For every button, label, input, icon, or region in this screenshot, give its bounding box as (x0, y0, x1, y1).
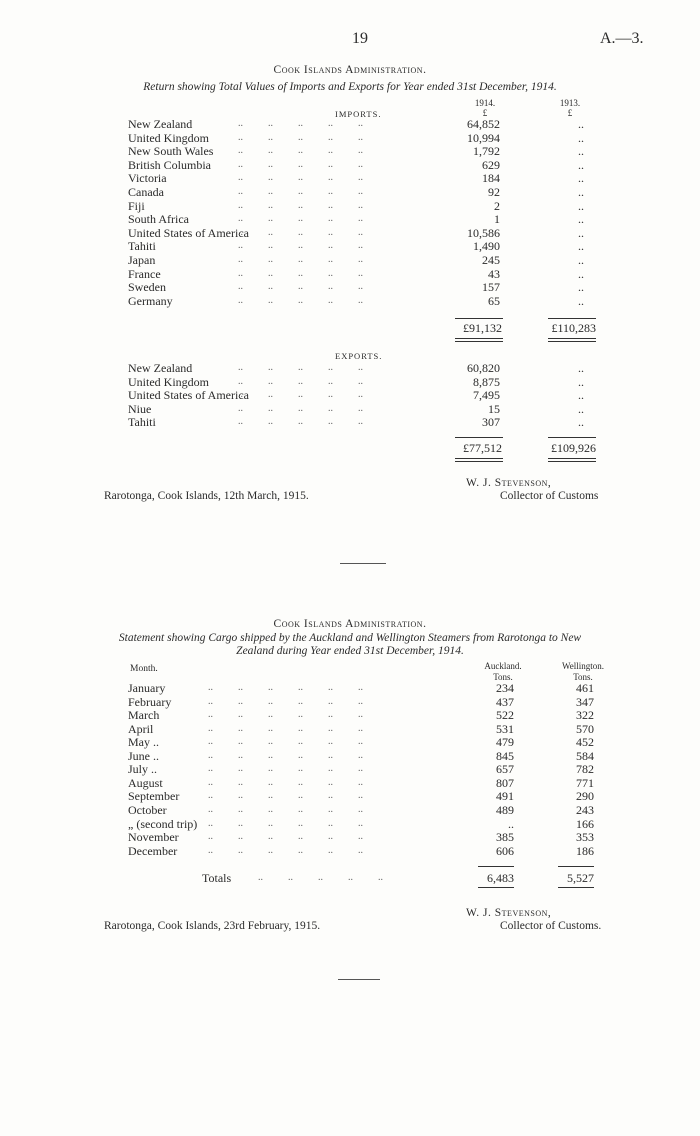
section-subtitle-imports-exports: Return showing Total Values of Imports and Exports for Year ended 31st December, 1914. (143, 81, 557, 93)
place-date-2: Rarotonga, Cook Islands, 23rd February, 1915. (104, 920, 321, 932)
row-label: „ (second trip) (128, 816, 198, 831)
row-label: United States of America (128, 388, 249, 403)
table-row (0, 388, 700, 402)
row-label: July .. (128, 762, 158, 777)
value-col-1: 385 (496, 830, 514, 845)
row-label: New South Wales (128, 144, 214, 159)
table-row (0, 253, 700, 267)
table-row (0, 708, 700, 722)
value-col-2: .. (578, 239, 584, 254)
row-label: Tahiti (128, 239, 156, 254)
leader-dots: .. .. .. .. .. .. (208, 695, 363, 707)
table-row (0, 817, 700, 831)
leader-dots: .. .. .. .. .. (238, 186, 363, 197)
value-col-2: .. (578, 253, 584, 267)
value-col-1: 10,994 (467, 130, 500, 145)
value-col-2: 186 (576, 843, 594, 858)
table-row (0, 226, 700, 240)
total-wellington: 5,527 (567, 871, 594, 885)
table-row (0, 844, 700, 858)
value-col-2: 322 (576, 708, 594, 723)
value-col-1: 307 (482, 415, 500, 430)
table-row (0, 830, 700, 844)
value-col-2: .. (578, 212, 584, 227)
row-label: Victoria (128, 171, 167, 186)
value-col-1: 92 (488, 185, 500, 199)
row-label: January (128, 681, 166, 695)
table-row (0, 402, 700, 416)
value-col-1: 245 (482, 253, 500, 267)
section-title-imports-exports: Cook Islands Administration. (273, 64, 427, 76)
leader-dots: .. .. .. .. .. .. (208, 831, 363, 843)
table-row (0, 294, 700, 308)
table-row (0, 375, 700, 389)
col-unit-1913: £ (567, 108, 573, 118)
value-col-2: .. (578, 225, 584, 240)
leader-dots: .. .. .. .. .. (238, 172, 363, 184)
section-title-cargo: Cook Islands Administration. (273, 618, 427, 630)
table-row (0, 695, 700, 709)
value-col-1: .. (508, 816, 514, 831)
row-label: November (128, 830, 179, 845)
value-col-1: 491 (496, 789, 514, 804)
cargo-rule-wellington (558, 866, 594, 867)
row-label: April (128, 721, 154, 736)
leader-dots: .. .. .. .. .. (238, 416, 363, 428)
leader-dots: .. .. .. .. .. (238, 254, 363, 265)
value-col-1: 807 (496, 775, 514, 790)
document-reference: A.—3. (600, 30, 644, 47)
value-col-1: 606 (496, 843, 514, 858)
value-col-2: .. (578, 374, 584, 389)
leader-dots: .. .. .. .. .. .. (208, 776, 363, 788)
leader-dots: .. .. .. .. .. (238, 131, 363, 143)
cargo-rule-auckland (478, 866, 514, 867)
row-label: Germany (128, 293, 173, 308)
leader-dots: .. .. .. .. .. .. (208, 736, 363, 748)
value-col-2: .. (578, 185, 584, 199)
value-col-2: 782 (576, 762, 594, 777)
table-row (0, 803, 700, 817)
value-col-1: 437 (496, 694, 514, 709)
value-col-1: 1,792 (473, 144, 500, 159)
leader-dots: .. .. .. .. .. .. (208, 722, 363, 734)
leader-dots: .. .. .. .. .. (238, 118, 363, 129)
row-label: June .. (128, 748, 159, 763)
value-col-1: 1,490 (473, 239, 500, 254)
exports-double-rule-1914 (455, 458, 503, 462)
row-label: March (128, 708, 160, 723)
col-wellington-unit: Tons. (573, 672, 593, 682)
leader-dots: .. .. .. .. .. (238, 240, 363, 252)
exports-total-1914: £77,512 (463, 441, 502, 455)
table-row (0, 239, 700, 253)
value-col-2: .. (578, 280, 584, 295)
cargo-bottom-rule-wellington (558, 887, 594, 888)
table-row (0, 361, 700, 375)
leader-dots: .. .. .. .. .. (238, 226, 363, 238)
value-col-1: 65 (488, 293, 500, 308)
row-label: Tahiti (128, 415, 156, 430)
value-col-1: 8,875 (473, 374, 500, 389)
value-col-2: .. (578, 415, 584, 430)
value-col-2: 570 (576, 721, 594, 736)
table-row (0, 171, 700, 185)
row-label: Fiji (128, 198, 145, 213)
signatory-2: W. J. Stevenson, (466, 907, 552, 919)
value-col-1: 60,820 (467, 361, 500, 375)
table-row (0, 735, 700, 749)
leader-dots: .. .. .. .. .. (238, 375, 363, 387)
col-wellington: Wellington. (561, 661, 605, 671)
table-row (0, 158, 700, 172)
value-col-2: 166 (576, 816, 594, 831)
value-col-1: 1 (494, 212, 500, 227)
exports-double-rule-1913 (548, 458, 596, 462)
imports-heading: IMPORTS. (335, 109, 382, 119)
table-row (0, 199, 700, 213)
row-label: December (128, 843, 178, 858)
value-col-1: 7,495 (473, 388, 500, 403)
value-col-1: 64,852 (467, 117, 500, 131)
imports-double-rule-1913 (548, 338, 596, 342)
value-col-2: .. (578, 388, 584, 403)
leader-dots: .. .. .. .. .. (238, 213, 363, 225)
totals-label: Totals (202, 871, 232, 885)
row-label: United Kingdom (128, 130, 209, 145)
exports-rule-1914 (455, 437, 503, 438)
value-col-1: 489 (496, 802, 514, 817)
col-auckland: Auckland. (484, 661, 522, 671)
signatory-title-1: Collector of Customs (500, 490, 599, 502)
col-unit-1914: £ (482, 108, 488, 118)
section-divider-2 (338, 979, 380, 980)
table-row (0, 789, 700, 803)
totals-leader: .. .. .. .. .. (258, 872, 383, 883)
value-col-2: .. (578, 293, 584, 308)
place-date-1: Rarotonga, Cook Islands, 12th March, 1915. (104, 490, 309, 502)
cargo-totals-row (0, 871, 700, 885)
section-divider-1 (340, 563, 386, 564)
value-col-1: 2 (494, 198, 500, 213)
row-label: September (128, 789, 180, 804)
table-row (0, 681, 700, 695)
leader-dots: .. .. .. .. .. (238, 294, 363, 306)
value-col-1: 629 (482, 157, 500, 172)
value-col-2: 771 (576, 775, 594, 790)
imports-total-1913: £110,283 (551, 321, 596, 335)
row-label: October (128, 802, 167, 817)
value-col-1: 157 (482, 280, 500, 295)
row-label: United Kingdom (128, 374, 209, 389)
value-col-2: .. (578, 401, 584, 416)
total-auckland: 6,483 (487, 871, 514, 885)
value-col-2: .. (578, 130, 584, 145)
table-row (0, 212, 700, 226)
value-col-2: .. (578, 157, 584, 172)
exports-heading: EXPORTS. (335, 351, 383, 361)
table-row (0, 722, 700, 736)
signatory-title-2: Collector of Customs. (500, 920, 602, 932)
page-number: 19 (352, 30, 368, 47)
leader-dots: .. .. .. .. .. (238, 158, 363, 170)
value-col-1: 657 (496, 762, 514, 777)
value-col-2: .. (578, 266, 584, 281)
row-label: February (128, 694, 172, 709)
leader-dots: .. .. .. .. .. (238, 402, 363, 414)
row-label: May .. (128, 735, 159, 750)
value-col-1: 522 (496, 708, 514, 723)
value-col-1: 184 (482, 171, 500, 186)
leader-dots: .. .. .. .. .. .. (208, 682, 363, 693)
table-row (0, 131, 700, 145)
leader-dots: .. .. .. .. .. .. (208, 763, 363, 775)
section-subtitle-cargo-line1: Statement showing Cargo shipped by the Auckland and Wellington Steamers from Rarotonga to New (118, 632, 582, 644)
table-row (0, 776, 700, 790)
row-label: Japan (128, 253, 156, 267)
imports-double-rule-1914 (455, 338, 503, 342)
value-col-1: 43 (488, 266, 500, 281)
imports-rule-1914 (455, 318, 503, 319)
imports-total-1914: £91,132 (463, 321, 502, 335)
row-label: New Zealand (128, 361, 193, 375)
row-label: South Africa (128, 212, 189, 227)
row-label: Niue (128, 401, 152, 416)
value-col-2: .. (578, 144, 584, 159)
value-col-1: 845 (496, 748, 514, 763)
row-label: New Zealand (128, 117, 193, 131)
table-row (0, 185, 700, 199)
row-label: United States of America (128, 225, 249, 240)
section-subtitle-cargo-line2: Zealand during Year ended 31st December, 1914. (236, 645, 464, 657)
col-auckland-unit: Tons. (493, 672, 513, 682)
col-year-1913: 1913. (559, 98, 581, 108)
value-col-2: 452 (576, 735, 594, 750)
value-col-2: 584 (576, 748, 594, 763)
month-heading: Month. (130, 664, 158, 674)
table-row (0, 762, 700, 776)
exports-rule-1913 (548, 437, 596, 438)
leader-dots: .. .. .. .. .. (238, 267, 363, 279)
value-col-2: .. (578, 117, 584, 131)
value-col-2: 290 (576, 789, 594, 804)
cargo-bottom-rule-auckland (478, 887, 514, 888)
leader-dots: .. .. .. .. .. (238, 389, 363, 401)
table-row (0, 749, 700, 763)
value-col-2: .. (578, 361, 584, 375)
leader-dots: .. .. .. .. .. .. (208, 790, 363, 802)
leader-dots: .. .. .. .. .. (238, 199, 363, 211)
leader-dots: .. .. .. .. .. .. (208, 749, 363, 761)
leader-dots: .. .. .. .. .. .. (208, 817, 363, 829)
value-col-1: 10,586 (467, 225, 500, 240)
value-col-1: 479 (496, 735, 514, 750)
leader-dots: .. .. .. .. .. .. (208, 709, 363, 721)
leader-dots: .. .. .. .. .. .. (208, 803, 363, 815)
row-label: Sweden (128, 280, 166, 295)
row-label: August (128, 775, 163, 790)
row-label: British Columbia (128, 157, 212, 172)
value-col-2: 353 (576, 830, 594, 845)
leader-dots: .. .. .. .. .. (238, 362, 363, 373)
imports-rule-1913 (548, 318, 596, 319)
value-col-1: 531 (496, 721, 514, 736)
value-col-2: .. (578, 171, 584, 186)
value-col-2: 461 (576, 681, 594, 695)
value-col-2: .. (578, 198, 584, 213)
value-col-1: 15 (488, 401, 500, 416)
signatory-1: W. J. Stevenson, (466, 477, 552, 489)
table-row (0, 267, 700, 281)
value-col-2: 347 (576, 694, 594, 709)
value-col-1: 234 (496, 681, 514, 695)
table-row (0, 280, 700, 294)
value-col-2: 243 (576, 802, 594, 817)
col-year-1914: 1914. (474, 98, 496, 108)
leader-dots: .. .. .. .. .. (238, 145, 363, 157)
table-row (0, 117, 700, 131)
exports-total-1913: £109,926 (551, 441, 596, 455)
row-label: Canada (128, 185, 164, 199)
row-label: France (128, 266, 161, 281)
leader-dots: .. .. .. .. .. (238, 281, 363, 293)
table-row (0, 415, 700, 429)
leader-dots: .. .. .. .. .. .. (208, 844, 363, 856)
table-row (0, 144, 700, 158)
